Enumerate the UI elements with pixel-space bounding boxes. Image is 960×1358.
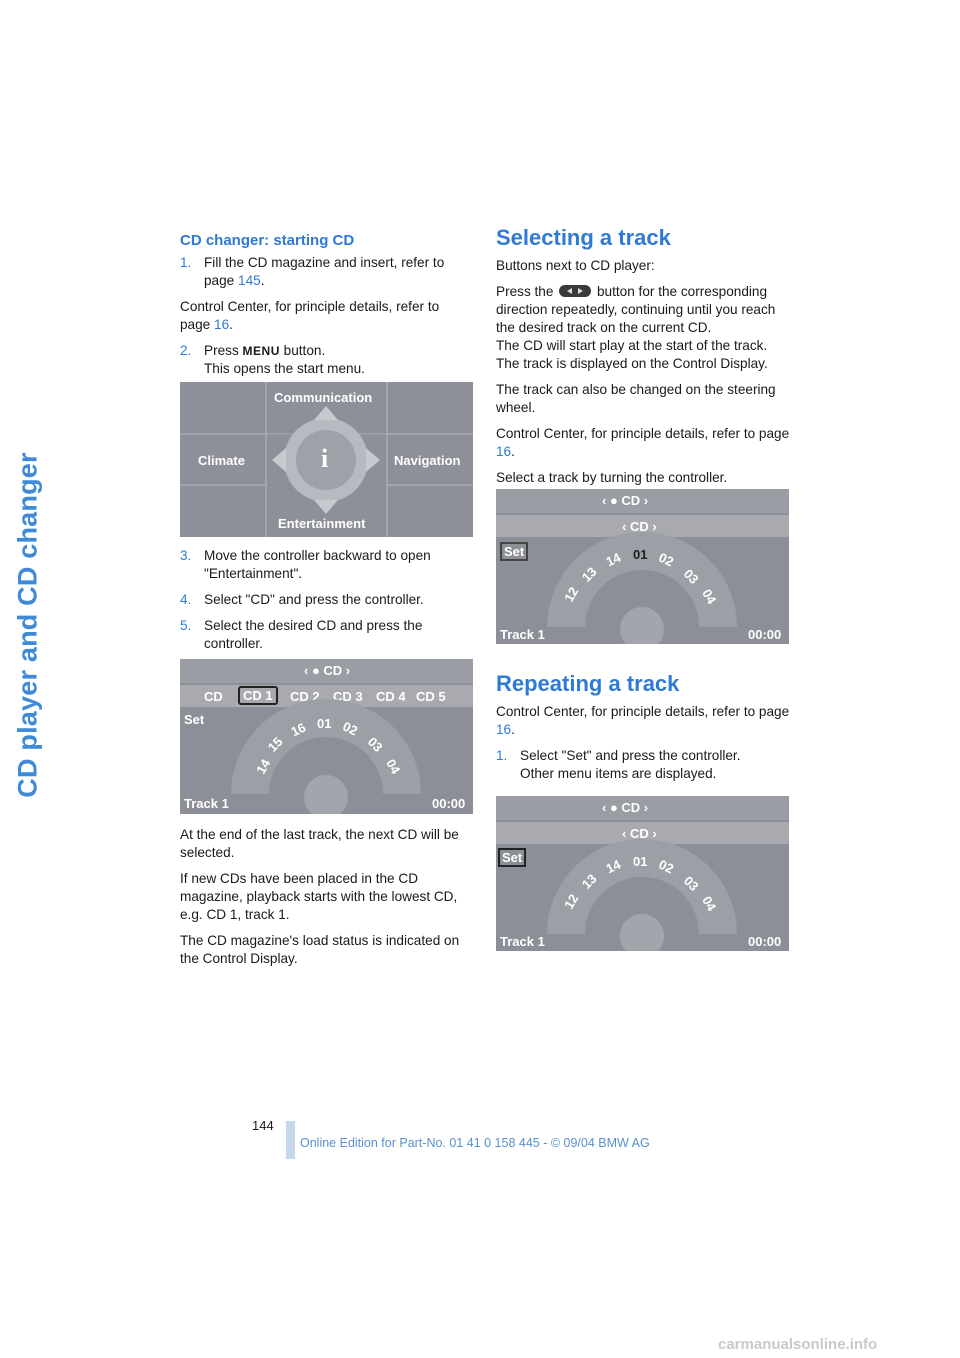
step-4: 4. Select "CD" and press the controller. xyxy=(180,592,424,607)
track-name: Track 1 xyxy=(500,627,545,642)
tab-cd-4: CD 4 xyxy=(376,689,406,704)
step-1: 1. Select "Set" and press the controller. Other menu items are displayed. xyxy=(496,748,741,781)
track-label: 04 xyxy=(699,893,720,914)
heading-cd-changer: CD changer: starting CD xyxy=(180,232,355,249)
page-link[interactable]: 16 xyxy=(214,317,230,332)
menu-button-icon: MENU xyxy=(242,344,280,358)
side-title-text: CD player and CD changer xyxy=(12,452,43,798)
track-label: 01 xyxy=(633,854,648,869)
set-button: Set xyxy=(500,542,528,561)
track-label: 03 xyxy=(364,734,386,755)
set-button: Set xyxy=(184,712,205,727)
track-arc xyxy=(496,796,789,951)
track-time: 00:00 xyxy=(748,934,782,949)
track-label: 01 xyxy=(317,716,332,731)
menu-item-climate: Climate xyxy=(198,453,245,468)
paragraph-start: The CD will start play at the start of the track. xyxy=(496,338,768,353)
top-bar-cd: ‹ ● CD › xyxy=(602,493,649,508)
paragraph-control-center: Control Center, for principle details, refer to page 16. xyxy=(496,704,790,737)
track-time: 00:00 xyxy=(748,627,782,642)
step-1: 1. Fill the CD magazine and insert, refer to page 145. xyxy=(180,255,445,288)
paragraph-load-status: The CD magazine's load status is indicated on the Control Display. xyxy=(180,933,460,966)
page-link[interactable]: 16 xyxy=(496,444,512,459)
track-label: 03 xyxy=(680,566,702,587)
paragraph-display: The track is displayed on the Control Display. xyxy=(496,356,768,371)
tab-cd-3: CD 3 xyxy=(333,689,363,704)
track-label: 03 xyxy=(680,873,702,894)
track-label: 02 xyxy=(656,549,676,570)
track-label: 12 xyxy=(561,584,582,605)
track-label-selected: 01 xyxy=(633,547,648,562)
heading-selecting-track: Selecting a track xyxy=(496,225,671,250)
cd-select-figure xyxy=(180,659,473,814)
left-column-steps xyxy=(180,547,472,661)
heading-repeating-track: Repeating a track xyxy=(496,671,680,696)
track-time: 00:00 xyxy=(432,796,466,811)
track-label: 14 xyxy=(603,549,623,570)
step-2: 2. Press MENU button. This opens the start menu. xyxy=(180,343,365,376)
start-menu-figure xyxy=(180,382,473,537)
page-link[interactable]: 145 xyxy=(238,273,261,288)
top-bar-cd: ‹ ● CD › xyxy=(304,663,351,678)
left-column-bottom xyxy=(180,826,472,976)
footer-bar xyxy=(286,1121,295,1159)
paragraph-turn: Select a track by turning the controller. xyxy=(496,470,728,485)
step-5: 5. Select the desired CD and press the controller. xyxy=(180,618,423,651)
track-name: Track 1 xyxy=(500,934,545,949)
set-button-selected: Set xyxy=(498,848,526,867)
track-label: 15 xyxy=(264,734,286,755)
step-3: 3. Move the controller backward to open "Entertainment". xyxy=(180,548,431,581)
right-column-repeat xyxy=(496,671,792,791)
track-label: 16 xyxy=(288,719,308,740)
tab-cd-2: CD 2 xyxy=(290,689,320,704)
side-title xyxy=(8,230,48,1020)
paragraph-end-track: At the end of the last track, the next CD will be selected. xyxy=(180,827,459,860)
track-arc xyxy=(496,489,789,644)
second-bar-cd: ‹ CD › xyxy=(622,519,657,534)
paragraph-press: Press the button for the corresponding direction repeatedly, continuing until you reach the desired track on the current CD. xyxy=(496,284,776,335)
track-name: Track 1 xyxy=(184,796,229,811)
left-column xyxy=(180,232,472,386)
tab-cd: CD xyxy=(204,689,223,704)
track-label: 14 xyxy=(603,856,623,877)
track-label: 04 xyxy=(699,586,720,607)
track-label: 13 xyxy=(578,564,600,585)
tab-cd-5: CD 5 xyxy=(416,689,446,704)
menu-item-navigation: Navigation xyxy=(394,453,461,468)
right-column xyxy=(496,225,792,495)
track-label: 04 xyxy=(383,756,404,777)
track-label: 02 xyxy=(340,718,360,739)
footer-edition: Online Edition for Part-No. 01 41 0 158 445 - © 09/04 BMW AG xyxy=(300,1136,650,1150)
top-bar-cd: ‹ ● CD › xyxy=(602,800,649,815)
tab-cd-1: CD 1 xyxy=(238,686,278,705)
info-icon: i xyxy=(321,444,329,473)
repeat-track-figure xyxy=(496,796,789,951)
track-skip-button-icon xyxy=(559,285,591,297)
page-link[interactable]: 16 xyxy=(496,722,512,737)
track-label: 12 xyxy=(561,891,582,912)
paragraph-control-center: Control Center, for principle details, refer to page 16. xyxy=(496,426,790,459)
track-label: 02 xyxy=(656,856,676,877)
paragraph-new-cds: If new CDs have been placed in the CD magazine, playback starts with the lowest CD, e.g. CD 1, track 1. xyxy=(180,871,458,922)
menu-item-communication: Communication xyxy=(274,390,373,405)
page-number: 144 xyxy=(252,1118,274,1133)
track-select-figure xyxy=(496,489,789,644)
track-label: 13 xyxy=(578,871,600,892)
paragraph-control-center: Control Center, for principle details, refer to page 16. xyxy=(180,299,440,332)
track-label: 14 xyxy=(253,756,274,777)
menu-item-entertainment: Entertainment xyxy=(278,516,366,531)
track-arc xyxy=(180,659,473,814)
watermark: carmanualsonline.info xyxy=(718,1336,878,1353)
paragraph-buttons: Buttons next to CD player: xyxy=(496,258,655,273)
paragraph-steering: The track can also be changed on the steering wheel. xyxy=(496,382,776,415)
second-bar-cd: ‹ CD › xyxy=(622,826,657,841)
